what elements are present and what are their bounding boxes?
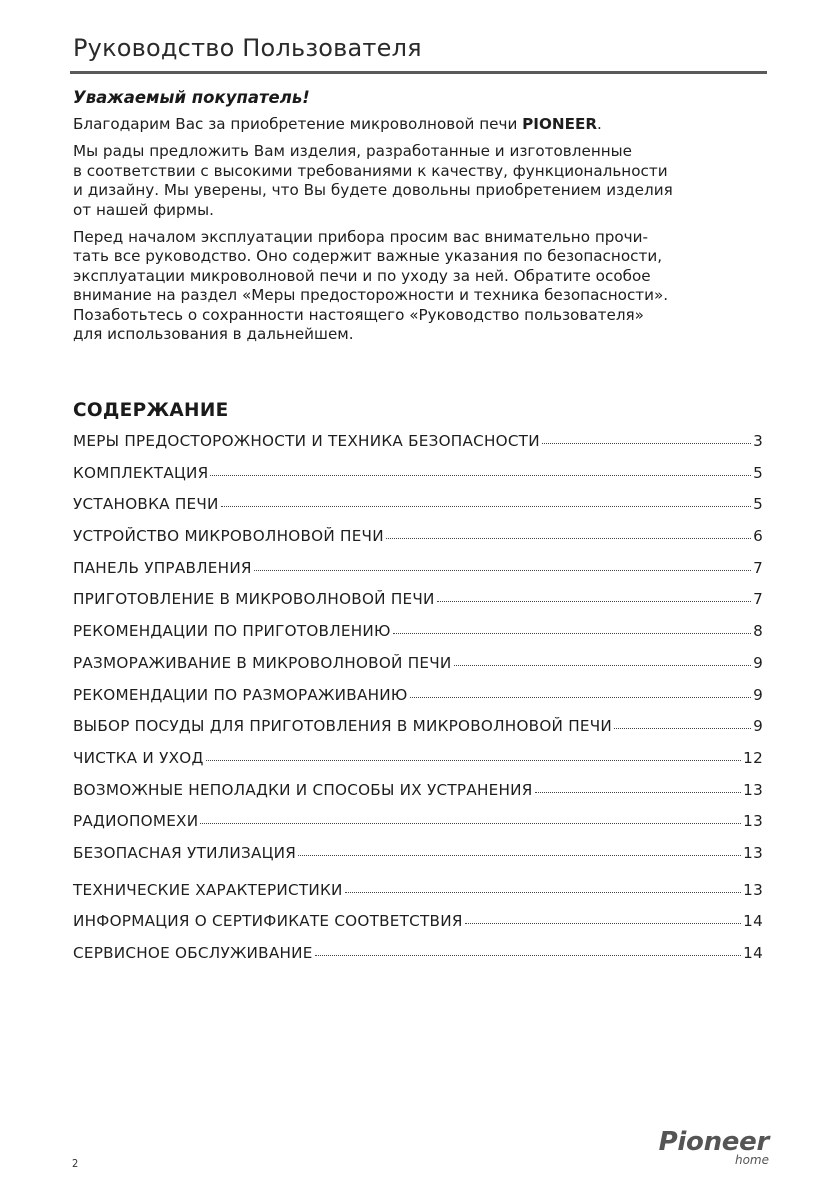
- toc-item-page: 13: [743, 780, 763, 799]
- toc-item-title: РЕКОМЕНДАЦИИ ПО РАЗМОРАЖИВАНИЮ: [73, 685, 408, 704]
- toc-item-page: 9: [753, 653, 763, 672]
- toc-item-cooking-tips[interactable]: [73, 622, 763, 654]
- pioneer-home-logo: [659, 1128, 769, 1166]
- toc-leader-dots: [298, 855, 741, 856]
- intro-text: [73, 115, 773, 352]
- toc-item-title: УСТАНОВКА ПЕЧИ: [73, 495, 219, 514]
- intro-p2-line: в соответствии с высокими требованиями к качеству, функциональности: [73, 161, 668, 180]
- toc-item-radio-interference[interactable]: [73, 812, 763, 844]
- table-of-contents: [73, 432, 763, 976]
- toc-item-title: МЕРЫ ПРЕДОСТОРОЖНОСТИ И ТЕХНИКА БЕЗОПАСНОСТИ: [73, 432, 540, 450]
- toc-item-defrosting[interactable]: [73, 654, 763, 686]
- toc-item-title: ПРИГОТОВЛЕНИЕ В МИКРОВОЛНОВОЙ ПЕЧИ: [73, 590, 435, 609]
- greeting-heading: Уважаемый покупатель!: [73, 88, 310, 107]
- toc-item-service[interactable]: [73, 944, 763, 976]
- toc-leader-dots: [542, 443, 751, 444]
- toc-item-page: 5: [753, 495, 763, 514]
- toc-leader-dots: [535, 792, 742, 793]
- logo-subtitle: home: [734, 1153, 769, 1167]
- toc-item-title: РЕКОМЕНДАЦИИ ПО ПРИГОТОВЛЕНИЮ: [73, 622, 391, 641]
- toc-item-title: ВЫБОР ПОСУДЫ ДЛЯ ПРИГОТОВЛЕНИЯ В МИКРОВОЛНОВОЙ ПЕЧИ: [73, 717, 613, 736]
- toc-leader-dots: [614, 728, 751, 729]
- logo-wordmark: Pioneer: [658, 1127, 769, 1157]
- toc-item-page: 13: [743, 880, 763, 899]
- toc-leader-dots: [206, 760, 742, 761]
- toc-item-installation[interactable]: [73, 495, 763, 527]
- intro-p2-line: от нашей фирмы.: [73, 200, 214, 219]
- toc-leader-dots: [345, 892, 742, 893]
- toc-item-title: ТЕХНИЧЕСКИЕ ХАРАКТЕРИСТИКИ: [73, 880, 343, 899]
- toc-item-page: 13: [743, 812, 763, 831]
- toc-item-title: ЧИСТКА И УХОД: [73, 748, 204, 767]
- contents-heading: СОДЕРЖАНИЕ: [73, 400, 229, 421]
- toc-item-page: 7: [753, 558, 763, 577]
- toc-leader-dots: [210, 475, 751, 476]
- toc-item-page: 9: [753, 717, 763, 736]
- toc-item-page: 7: [753, 590, 763, 609]
- intro-p3-line: для использования в дальнейшем.: [73, 325, 354, 344]
- toc-leader-dots: [437, 601, 751, 602]
- toc-item-page: 6: [753, 527, 763, 546]
- toc-item-defrosting-tips[interactable]: [73, 686, 763, 718]
- title-divider: [70, 71, 767, 74]
- toc-item-page: 8: [753, 622, 763, 641]
- intro-p1-end: .: [597, 115, 602, 133]
- toc-item-control-panel[interactable]: [73, 559, 763, 591]
- toc-item-cleaning[interactable]: [73, 749, 763, 781]
- intro-p2-line: Мы рады предложить Вам изделия, разработанные и изготовленные: [73, 142, 633, 161]
- toc-item-page: 14: [743, 944, 763, 962]
- intro-p3-line: тать все руководство. Оно содержит важные указания по безопасности,: [73, 247, 663, 266]
- toc-leader-dots: [221, 506, 751, 507]
- toc-item-cookware[interactable]: [73, 717, 763, 749]
- toc-item-title: СЕРВИСНОЕ ОБСЛУЖИВАНИЕ: [73, 944, 313, 962]
- intro-p1-text: Благодарим Вас за приобретение микроволновой печи: [73, 115, 523, 133]
- toc-leader-dots: [254, 570, 751, 571]
- toc-item-page: 5: [753, 463, 763, 482]
- toc-item-package[interactable]: [73, 464, 763, 496]
- toc-item-safety[interactable]: [73, 432, 763, 464]
- toc-item-certificate[interactable]: [73, 912, 763, 944]
- toc-item-page: 9: [753, 685, 763, 704]
- toc-leader-dots: [393, 633, 751, 634]
- toc-item-specifications[interactable]: [73, 881, 763, 913]
- intro-paragraph-1: [73, 115, 773, 134]
- intro-p3-line: эксплуатации микроволновой печи и по уходу за ней. Обратите особое: [73, 266, 651, 285]
- toc-item-title: РАДИОПОМЕХИ: [73, 812, 199, 831]
- toc-item-title: РАЗМОРАЖИВАНИЕ В МИКРОВОЛНОВОЙ ПЕЧИ: [73, 653, 452, 672]
- toc-leader-dots: [465, 923, 742, 924]
- toc-item-title: БЕЗОПАСНАЯ УТИЛИЗАЦИЯ: [73, 843, 297, 862]
- intro-p2-line: и дизайну. Мы уверены, что Вы будете довольны приобретением изделия: [73, 181, 673, 200]
- page-title: Руководство Пользователя: [73, 34, 422, 62]
- toc-item-disposal[interactable]: [73, 844, 763, 876]
- toc-item-page: 13: [743, 843, 763, 862]
- toc-leader-dots: [386, 538, 751, 539]
- toc-item-troubleshooting[interactable]: [73, 781, 763, 813]
- toc-item-page: 3: [753, 432, 763, 450]
- intro-p3-line: внимание на раздел «Меры предосторожности и техника безопасности».: [73, 286, 669, 305]
- toc-leader-dots: [315, 955, 742, 956]
- toc-leader-dots: [200, 823, 741, 824]
- toc-item-title: ВОЗМОЖНЫЕ НЕПОЛАДКИ И СПОСОБЫ ИХ УСТРАНЕНИЯ: [73, 780, 533, 799]
- intro-p3-line: Позаботьтесь о сохранности настоящего «Руководство пользователя»: [73, 305, 644, 324]
- toc-item-title: КОМПЛЕКТАЦИЯ: [73, 463, 209, 482]
- page-number: 2: [72, 1157, 79, 1170]
- brand-name: PIONEER: [522, 115, 598, 133]
- toc-leader-dots: [454, 665, 752, 666]
- toc-item-page: 12: [743, 748, 763, 767]
- toc-item-cooking[interactable]: [73, 590, 763, 622]
- toc-item-page: 14: [743, 912, 763, 931]
- toc-item-device[interactable]: [73, 527, 763, 559]
- intro-paragraph-3: [73, 228, 773, 344]
- intro-paragraph-2: [73, 142, 773, 220]
- toc-item-title: УСТРОЙСТВО МИКРОВОЛНОВОЙ ПЕЧИ: [73, 527, 384, 546]
- toc-item-title: ПАНЕЛЬ УПРАВЛЕНИЯ: [73, 558, 252, 577]
- intro-p3-line: Перед началом эксплуатации прибора просим вас внимательно прочи-: [73, 228, 649, 247]
- toc-item-title: ИНФОРМАЦИЯ О СЕРТИФИКАТЕ СООТВЕТСТВИЯ: [73, 912, 463, 931]
- toc-leader-dots: [410, 697, 752, 698]
